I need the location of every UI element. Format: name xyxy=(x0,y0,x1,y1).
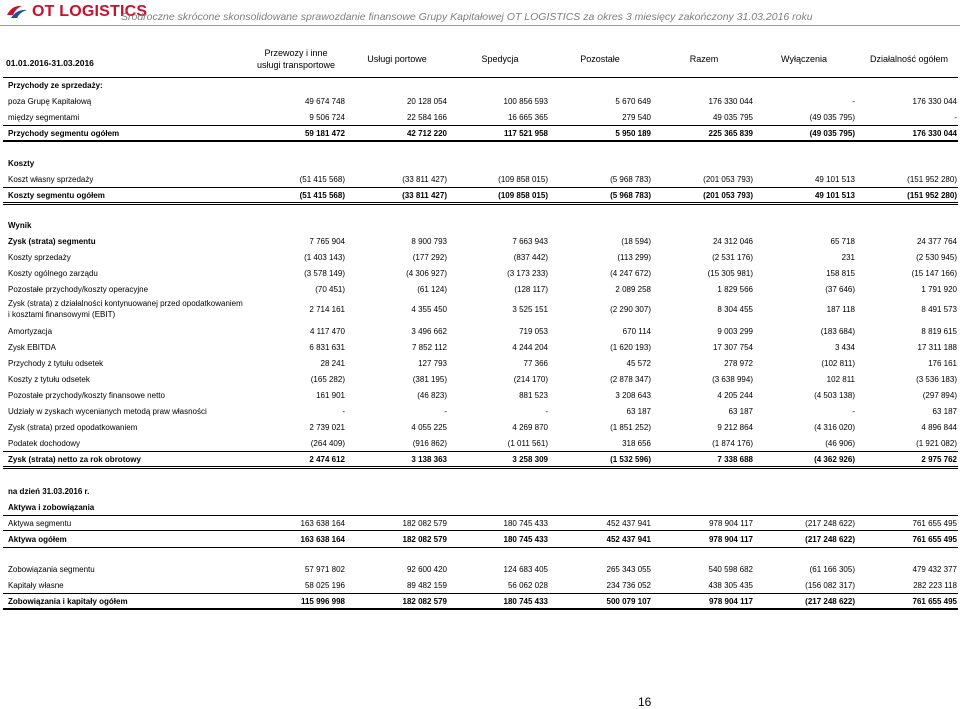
cell-value: 42 712 220 xyxy=(406,129,447,138)
table-row xyxy=(0,218,960,234)
cell-value: 63 187 xyxy=(728,407,753,416)
cell-value: (1 620 193) xyxy=(610,343,651,352)
cell-value: (15 147 166) xyxy=(911,269,957,278)
column-header-transport: Przewozy i inne usługi transportowe xyxy=(256,48,336,70)
cell-value: (4 306 927) xyxy=(406,269,447,278)
cell-value: (217 248 622) xyxy=(805,519,855,528)
table-row xyxy=(0,156,960,172)
cell-value: 761 655 495 xyxy=(912,597,957,606)
cell-value: 3 525 151 xyxy=(512,305,548,314)
row-label: Zobowiązania segmentu xyxy=(8,565,95,574)
row-label: Udziały w zyskach wycenianych metodą praw własności xyxy=(8,407,207,416)
table-row xyxy=(0,340,960,356)
cell-value: 180 745 433 xyxy=(503,535,548,544)
cell-value: 1 829 566 xyxy=(717,285,753,294)
row-label: Zobowiązania i kapitały ogółem xyxy=(8,597,128,606)
cell-value: (51 415 568) xyxy=(299,191,345,200)
cell-value: (2 878 347) xyxy=(610,375,651,384)
cell-value: 102 811 xyxy=(826,375,855,384)
cell-value: 2 739 021 xyxy=(309,423,345,432)
cell-value: 182 082 579 xyxy=(402,519,447,528)
cell-value: 978 904 117 xyxy=(709,519,753,528)
cell-value: 65 718 xyxy=(830,237,855,246)
cell-value: 45 572 xyxy=(626,359,651,368)
cell-value: (49 035 795) xyxy=(809,113,855,122)
table-row xyxy=(0,484,960,500)
column-header-total: Razem xyxy=(689,54,719,64)
table-row xyxy=(0,388,960,404)
cell-value: (1 011 561) xyxy=(507,439,548,448)
cell-value: 4 244 204 xyxy=(512,343,548,352)
cell-value: 9 212 864 xyxy=(717,423,753,432)
cell-value: 89 482 159 xyxy=(406,581,447,590)
row-divider xyxy=(3,468,958,469)
cell-value: 117 521 958 xyxy=(503,129,548,138)
cell-value: 176 161 xyxy=(928,359,957,368)
cell-value: (109 858 015) xyxy=(498,175,548,184)
table-row xyxy=(0,500,960,516)
cell-value: 3 434 xyxy=(834,343,855,352)
cell-value: 8 900 793 xyxy=(411,237,447,246)
cell-value: 180 745 433 xyxy=(503,597,548,606)
cell-value: 2 089 258 xyxy=(615,285,651,294)
table-row xyxy=(0,250,960,266)
row-label: Koszty segmentu ogółem xyxy=(8,191,105,200)
row-label: Koszty xyxy=(8,159,35,168)
cell-value: 2 474 612 xyxy=(309,455,345,464)
cell-value: 124 683 405 xyxy=(503,565,548,574)
cell-value: (3 173 233) xyxy=(507,269,548,278)
cell-value: (151 952 280) xyxy=(907,191,957,200)
row-label: Zysk (strata) z działalności kontynuowanej przed opodatkowaniem i kosztami finansowymi (EBIT) xyxy=(8,299,243,319)
cell-value: 58 025 196 xyxy=(304,581,345,590)
table-row xyxy=(0,356,960,372)
cell-value: 761 655 495 xyxy=(912,535,957,544)
table-row xyxy=(0,110,960,126)
cell-value: 5 670 649 xyxy=(615,97,651,106)
table-row xyxy=(0,562,960,578)
header-divider xyxy=(0,25,960,26)
row-label: Aktywa i zobowiązania xyxy=(8,503,95,512)
row-label: Aktywa segmentu xyxy=(8,519,72,528)
row-divider xyxy=(3,593,958,594)
cell-value: 452 437 941 xyxy=(606,519,651,528)
cell-value: (15 305 981) xyxy=(707,269,753,278)
cell-value: (217 248 622) xyxy=(805,535,855,544)
cell-value: (177 292) xyxy=(412,253,447,262)
period-label: 01.01.2016-31.03.2016 xyxy=(6,58,94,68)
cell-value: 8 819 615 xyxy=(921,327,957,336)
row-label: Pozostałe przychody/koszty finansowe netto xyxy=(8,391,165,400)
cell-value: 4 355 450 xyxy=(411,305,447,314)
cell-value: (33 811 427) xyxy=(402,191,447,200)
cell-value: 59 181 472 xyxy=(304,129,345,138)
row-label: Przychody ze sprzedaży: xyxy=(8,81,103,90)
cell-value: 719 053 xyxy=(519,327,548,336)
table-row xyxy=(0,324,960,340)
cell-value: 49 101 513 xyxy=(814,191,855,200)
cell-value: (4 316 020) xyxy=(814,423,855,432)
row-label: Przychody segmentu ogółem xyxy=(8,129,120,138)
cell-value: (3 578 149) xyxy=(304,269,345,278)
table-row xyxy=(0,532,960,548)
cell-value: (2 531 176) xyxy=(712,253,753,262)
cell-value: 9 003 299 xyxy=(717,327,753,336)
cell-value: 176 330 044 xyxy=(708,97,753,106)
table-row xyxy=(0,298,960,324)
table-row xyxy=(0,282,960,298)
cell-value: 182 082 579 xyxy=(402,597,447,606)
cell-value: (381 195) xyxy=(412,375,447,384)
cell-value: 881 523 xyxy=(519,391,548,400)
cell-value: (1 921 082) xyxy=(916,439,957,448)
cell-value: (4 362 926) xyxy=(814,455,855,464)
cell-value: (46 823) xyxy=(417,391,447,400)
cell-value: 978 904 117 xyxy=(708,597,753,606)
cell-value: 176 330 044 xyxy=(912,97,957,106)
cell-value: (156 082 317) xyxy=(805,581,855,590)
cell-value: (183 684) xyxy=(820,327,855,336)
cell-value: (151 952 280) xyxy=(907,175,957,184)
row-label: Koszty ogólnego zarządu xyxy=(8,269,98,278)
row-divider xyxy=(3,202,958,203)
cell-value: 3 208 643 xyxy=(615,391,651,400)
cell-value: 9 506 724 xyxy=(309,113,345,122)
cell-value: 2 714 161 xyxy=(309,305,345,314)
cell-value: 63 187 xyxy=(626,407,651,416)
column-header-forwarding: Spedycja xyxy=(481,54,519,64)
cell-value: 3 258 309 xyxy=(512,455,548,464)
row-divider xyxy=(3,530,958,531)
cell-value: (297 894) xyxy=(922,391,957,400)
cell-value: (46 906) xyxy=(825,439,855,448)
cell-value: (165 282) xyxy=(310,375,345,384)
row-divider xyxy=(3,608,958,609)
cell-value: 3 496 662 xyxy=(411,327,447,336)
cell-value: (916 862) xyxy=(412,439,447,448)
cell-value: (37 646) xyxy=(825,285,855,294)
cell-value: 265 343 055 xyxy=(606,565,651,574)
row-label: Aktywa ogółem xyxy=(8,535,67,544)
cell-value: 24 312 046 xyxy=(712,237,753,246)
cell-value: 225 365 839 xyxy=(708,129,753,138)
cell-value: 2 975 762 xyxy=(921,455,957,464)
table-row xyxy=(0,78,960,94)
cell-value: 5 950 189 xyxy=(615,129,651,138)
cell-value: 161 901 xyxy=(316,391,345,400)
cell-value: 63 187 xyxy=(932,407,957,416)
row-divider xyxy=(3,125,958,126)
row-label: poza Grupę Kapitałową xyxy=(8,97,92,106)
cell-value: (102 811) xyxy=(821,359,855,368)
cell-value: (217 248 622) xyxy=(805,597,855,606)
cell-value: (214 170) xyxy=(513,375,548,384)
cell-value: (61 124) xyxy=(417,285,447,294)
cell-value: - xyxy=(545,407,548,416)
table-row xyxy=(0,266,960,282)
table-row xyxy=(0,436,960,452)
cell-value: (1 532 596) xyxy=(610,455,651,464)
cell-value: (2 530 945) xyxy=(916,253,957,262)
cell-value: 7 663 943 xyxy=(512,237,548,246)
cell-value: (1 403 143) xyxy=(304,253,345,262)
row-label: między segmentami xyxy=(8,113,80,122)
cell-value: (70 451) xyxy=(315,285,345,294)
row-label: Zysk (strata) przed opodatkowaniem xyxy=(8,423,138,432)
cell-value: 540 598 682 xyxy=(708,565,753,574)
row-divider xyxy=(3,141,958,142)
column-header-other: Pozostałe xyxy=(580,54,620,64)
cell-value: 1 791 920 xyxy=(921,285,957,294)
cell-value: 4 205 244 xyxy=(717,391,753,400)
table-row xyxy=(0,404,960,420)
cell-value: (1 851 252) xyxy=(610,423,651,432)
cell-value: 6 831 631 xyxy=(309,343,345,352)
cell-value: - xyxy=(444,407,447,416)
row-label: Koszty sprzedaży xyxy=(8,253,71,262)
table-row xyxy=(0,234,960,250)
ot-logistics-logo-icon xyxy=(6,3,28,21)
row-divider xyxy=(3,466,958,467)
cell-value: - xyxy=(342,407,345,416)
column-header-port: Usługi portowe xyxy=(367,54,427,64)
cell-value: 7 338 688 xyxy=(717,455,753,464)
cell-value: - xyxy=(852,97,855,106)
cell-value: - xyxy=(852,407,855,416)
row-label: Przychody z tytułu odsetek xyxy=(8,359,104,368)
cell-value: 92 600 420 xyxy=(406,565,447,574)
cell-value: (49 035 795) xyxy=(809,129,855,138)
cell-value: 127 793 xyxy=(418,359,447,368)
cell-value: 77 366 xyxy=(523,359,548,368)
cell-value: 49 035 795 xyxy=(712,113,753,122)
cell-value: 282 223 118 xyxy=(913,581,957,590)
cell-value: 158 815 xyxy=(826,269,855,278)
cell-value: 17 311 188 xyxy=(917,343,957,352)
cell-value: (33 811 427) xyxy=(402,175,447,184)
row-label: Pozostałe przychody/koszty operacyjne xyxy=(8,285,149,294)
cell-value: (128 117) xyxy=(514,285,548,294)
cell-value: 318 656 xyxy=(622,439,651,448)
cell-value: 163 638 164 xyxy=(300,535,345,544)
row-divider xyxy=(3,204,958,205)
cell-value: (837 442) xyxy=(513,253,548,262)
cell-value: 4 117 470 xyxy=(310,327,345,336)
cell-value: 56 062 028 xyxy=(507,581,548,590)
row-label: Zysk EBITDA xyxy=(8,343,57,352)
cell-value: 17 307 754 xyxy=(712,343,753,352)
cell-value: 500 079 107 xyxy=(606,597,651,606)
row-label: na dzień 31.03.2016 r. xyxy=(8,487,90,496)
cell-value: 234 736 052 xyxy=(606,581,651,590)
cell-value: 28 241 xyxy=(320,359,345,368)
cell-value: 3 138 363 xyxy=(411,455,447,464)
table-row xyxy=(0,172,960,188)
cell-value: 187 118 xyxy=(826,305,855,314)
cell-value: 49 101 513 xyxy=(814,175,855,184)
row-label: Koszt własny sprzedaży xyxy=(8,175,94,184)
cell-value: 438 305 435 xyxy=(708,581,753,590)
row-divider xyxy=(3,140,958,141)
row-divider xyxy=(3,451,958,452)
cell-value: (2 290 307) xyxy=(610,305,651,314)
brand-name: OT LOGISTICS xyxy=(32,3,148,20)
cell-value: (113 299) xyxy=(617,253,651,262)
row-divider xyxy=(3,609,958,610)
cell-value: 182 082 579 xyxy=(402,535,447,544)
cell-value: (109 858 015) xyxy=(498,191,548,200)
row-label: Wynik xyxy=(8,221,32,230)
cell-value: 100 856 593 xyxy=(503,97,548,106)
cell-value: 670 114 xyxy=(622,327,651,336)
cell-value: 20 128 054 xyxy=(406,97,447,106)
table-row xyxy=(0,420,960,436)
cell-value: 978 904 117 xyxy=(708,535,753,544)
cell-value: 7 852 112 xyxy=(412,343,447,352)
row-label: Amortyzacja xyxy=(8,327,53,336)
row-label: Koszty z tytułu odsetek xyxy=(8,375,90,384)
cell-value: (201 053 793) xyxy=(703,175,753,184)
row-label: Podatek dochodowy xyxy=(8,439,81,448)
cell-value: (264 409) xyxy=(310,439,345,448)
cell-value: 231 xyxy=(841,253,855,262)
cell-value: 278 972 xyxy=(724,359,753,368)
cell-value: (201 053 793) xyxy=(703,191,753,200)
cell-value: 176 330 044 xyxy=(912,129,957,138)
cell-value: 761 655 495 xyxy=(912,519,957,528)
cell-value: (1 874 176) xyxy=(712,439,753,448)
cell-value: 479 432 377 xyxy=(912,565,957,574)
cell-value: 7 765 904 xyxy=(309,237,345,246)
cell-value: 8 304 455 xyxy=(717,305,753,314)
table-column-headers xyxy=(0,43,960,77)
cell-value: 115 996 998 xyxy=(300,597,345,606)
cell-value: (61 166 305) xyxy=(809,565,855,574)
table-row xyxy=(0,372,960,388)
cell-value: 4 269 870 xyxy=(512,423,548,432)
cell-value: 4 055 225 xyxy=(411,423,447,432)
cell-value: 16 665 365 xyxy=(507,113,548,122)
column-header-overall: Działalność ogółem xyxy=(869,54,949,64)
cell-value: (18 594) xyxy=(621,237,651,246)
cell-value: 163 638 164 xyxy=(300,519,345,528)
cell-value: 452 437 941 xyxy=(606,535,651,544)
page-header xyxy=(0,0,960,26)
cell-value: - xyxy=(954,113,957,122)
cell-value: (5 968 783) xyxy=(610,175,651,184)
cell-value: (4 247 672) xyxy=(610,269,651,278)
table-row xyxy=(0,578,960,594)
row-divider xyxy=(3,515,958,516)
cell-value: 4 896 844 xyxy=(921,423,957,432)
cell-value: (5 968 783) xyxy=(610,191,651,200)
row-label: Zysk (strata) netto za rok obrotowy xyxy=(8,455,141,464)
cell-value: 180 745 433 xyxy=(503,519,548,528)
cell-value: 24 377 764 xyxy=(916,237,957,246)
page-number: 16 xyxy=(638,695,652,709)
cell-value: (4 503 138) xyxy=(814,391,855,400)
column-header-eliminations: Wyłączenia xyxy=(781,54,827,64)
cell-value: 49 674 748 xyxy=(304,97,345,106)
row-label: Zysk (strata) segmentu xyxy=(8,237,96,246)
cell-value: 8 491 573 xyxy=(921,305,957,314)
row-divider xyxy=(3,187,958,188)
row-label: Kapitały własne xyxy=(8,581,64,590)
document-subtitle: Śródroczne skrócone skonsolidowane sprawozdanie finansowe Grupy Kapitałowej OT LOGISTICS za okres 3 miesięcy zakończony 31.03.2016 roku xyxy=(121,11,813,23)
cell-value: 22 584 166 xyxy=(406,113,447,122)
cell-value: (3 536 183) xyxy=(916,375,957,384)
cell-value: 57 971 802 xyxy=(304,565,345,574)
row-divider xyxy=(3,547,958,548)
cell-value: (51 415 568) xyxy=(299,175,345,184)
table-row xyxy=(0,94,960,110)
cell-value: (3 638 994) xyxy=(712,375,753,384)
cell-value: 279 540 xyxy=(622,113,651,122)
